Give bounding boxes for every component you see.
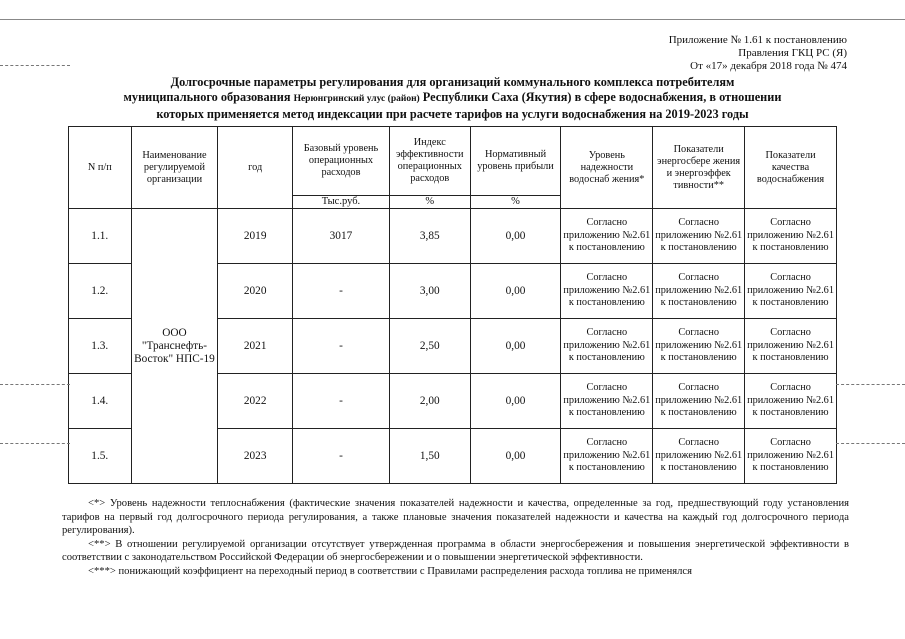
row-index: 3,00 [389,264,470,319]
unit-base: Тыс.руб. [293,196,390,209]
row-energy: Согласно приложению №2.61 к постановлению [653,429,745,484]
title-line-2-start: муниципального образования [123,90,294,104]
row-year: 2020 [218,264,293,319]
row-energy: Согласно приложению №2.61 к постановлению [653,319,745,374]
appendix-line-3: От «17» декабря 2018 года № 474 [690,60,847,72]
header-org: Наименование регулируемой организации [131,127,218,209]
row-reliability: Согласно приложению №2.61 к постановлению [561,319,653,374]
header-base: Базовый уровень операционных расходов [293,127,390,196]
header-year: год [218,127,293,209]
row-num: 1.3. [69,319,132,374]
row-year: 2019 [218,209,293,264]
appendix-header [587,34,847,73]
title-line-3: которых применяется метод индексации при расчете тарифов на услуги водоснабжения на 2019-2023 годы [156,107,749,121]
row-num: 1.1. [69,209,132,264]
row-quality: Согласно приложению №2.61 к постановлению [745,319,837,374]
row-base: - [293,264,390,319]
row-year: 2023 [218,429,293,484]
row-reliability: Согласно приложению №2.61 к постановлению [561,429,653,484]
row-num: 1.5. [69,429,132,484]
unit-index: % [389,196,470,209]
row-reliability: Согласно приложению №2.61 к постановлению [561,374,653,429]
municipality-name: Нерюнгринский улус (район) [293,94,420,104]
footnote-2: <**> В отношении регулируемой организации отсутствует утвержденная программа в области энергосбережения и повышения энергетической эффективности в соответствии с законодательством Российской Федерации об энергосбережении и о повышении энергетической эффективности. [62,538,849,563]
row-year: 2022 [218,374,293,429]
row-index: 2,50 [389,319,470,374]
appendix-line-1: Приложение № 1.61 к постановлению [668,34,847,46]
scan-artifact-line [0,443,70,444]
row-profit: 0,00 [470,209,561,264]
scan-artifact-line [836,384,905,385]
row-index: 1,50 [389,429,470,484]
header-index: Индекс эффективности операционных расходов [389,127,470,196]
top-rule [0,19,905,20]
row-num: 1.2. [69,264,132,319]
row-base: - [293,374,390,429]
footnotes [62,497,849,578]
row-quality: Согласно приложению №2.61 к постановлению [745,264,837,319]
title-line-1: Долгосрочные параметры регулирования для организаций коммунального комплекса потребителям [170,75,735,89]
row-base: 3017 [293,209,390,264]
row-index: 2,00 [389,374,470,429]
row-reliability: Согласно приложению №2.61 к постановлению [561,209,653,264]
table-header-row [69,127,837,196]
scan-artifact-line [0,65,70,66]
document-title [60,75,845,122]
parameters-table [68,126,837,484]
row-base: - [293,319,390,374]
row-base: - [293,429,390,484]
row-energy: Согласно приложению №2.61 к постановлению [653,264,745,319]
row-quality: Согласно приложению №2.61 к постановлению [745,209,837,264]
footnote-3: <***> понижающий коэффициент на переходный период в соответствии с Правилами распределения расхода топлива не применялся [88,565,692,577]
row-energy: Согласно приложению №2.61 к постановлению [653,209,745,264]
row-index: 3,85 [389,209,470,264]
header-num: N п/п [69,127,132,209]
scan-artifact-line [836,443,905,444]
footnote-1: <*> Уровень надежности теплоснабжения (фактические значения показателей надежности и качества, определенные за год, предшествующий году установления тарифов на первый год долгосрочного периода регулирования, а также плановые значения показателей надежности и качества на каждый год долгосрочного периода регулирования). [62,498,849,536]
row-profit: 0,00 [470,374,561,429]
row-profit: 0,00 [470,429,561,484]
row-profit: 0,00 [470,264,561,319]
row-quality: Согласно приложению №2.61 к постановлению [745,429,837,484]
row-profit: 0,00 [470,319,561,374]
organization-name: ООО "Транснефть-Восток" НПС-19 [131,209,218,484]
row-num: 1.4. [69,374,132,429]
header-energy: Показатели энергосбере жения и энергоэффек тивности** [653,127,745,209]
header-reliability: Уровень надежности водоснаб жения* [561,127,653,209]
title-line-2 [60,90,845,107]
row-year: 2021 [218,319,293,374]
header-quality: Показатели качества водоснабжения [745,127,837,209]
row-reliability: Согласно приложению №2.61 к постановлению [561,264,653,319]
appendix-line-2: Правления ГКЦ РС (Я) [738,47,847,59]
scan-artifact-line [0,384,70,385]
title-line-2-end: Республики Саха (Якутия) в сфере водоснабжения, в отношении [419,90,782,104]
row-energy: Согласно приложению №2.61 к постановлению [653,374,745,429]
unit-profit: % [470,196,561,209]
row-quality: Согласно приложению №2.61 к постановлению [745,374,837,429]
table-row [69,209,837,264]
header-profit: Нормативный уровень прибыли [470,127,561,196]
